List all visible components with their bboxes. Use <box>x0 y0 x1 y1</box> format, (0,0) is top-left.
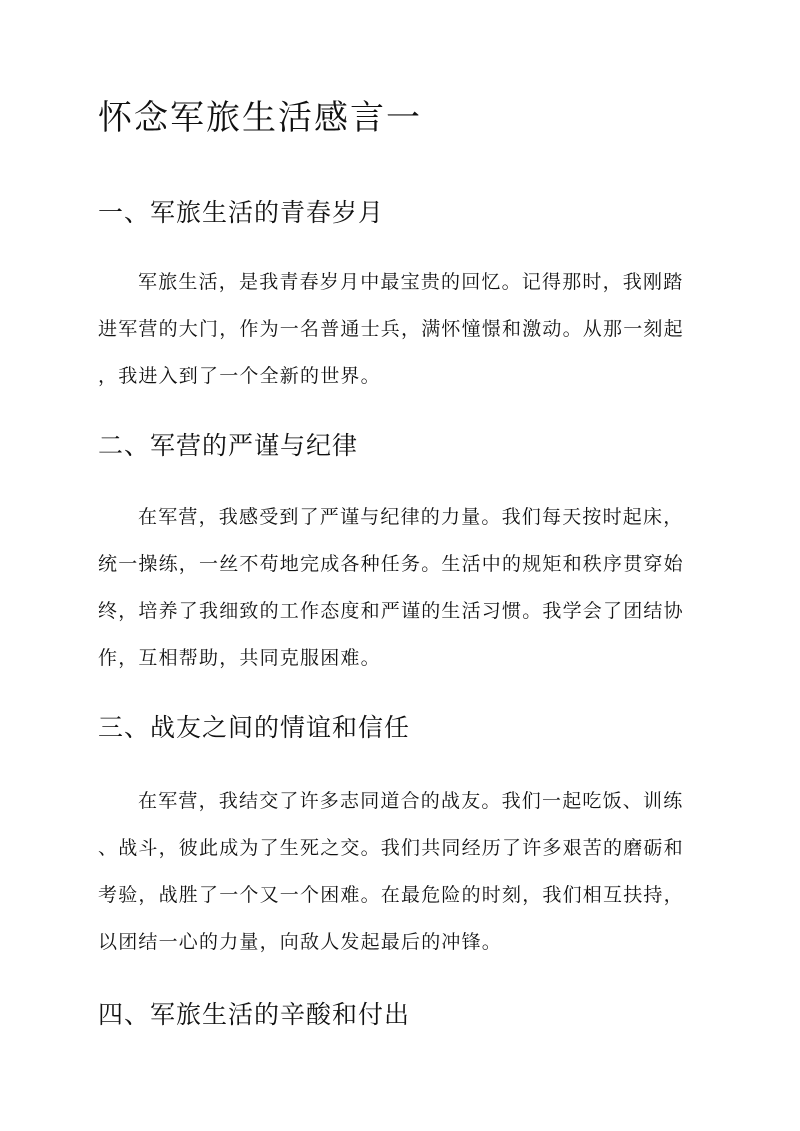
document-title: 怀念军旅生活感言一 <box>98 98 422 138</box>
paragraph-line: 终，培养了我细致的工作态度和严谨的生活习惯。我学会了团结协 <box>98 600 684 622</box>
paragraph-line: 以团结一心的力量，向敌人发起最后的冲锋。 <box>98 931 503 953</box>
section-heading-1: 一、军旅生活的青春岁月 <box>98 198 385 227</box>
section-heading-2: 二、军营的严谨与纪律 <box>98 431 359 460</box>
paragraph-line: 统一操练，一丝不苟地完成各种任务。生活中的规矩和秩序贯穿始 <box>98 553 684 575</box>
paragraph-line: 、战斗，彼此成为了生死之交。我们共同经历了许多艰苦的磨砺和 <box>98 837 684 859</box>
section-heading-4: 四、军旅生活的辛酸和付出 <box>98 1000 411 1029</box>
paragraph-line: ，我进入到了一个全新的世界。 <box>98 365 381 387</box>
paragraph-line: 进军营的大门，作为一名普通士兵，满怀憧憬和激动。从那一刻起 <box>98 318 684 340</box>
paragraph-line: 考验，战胜了一个又一个困难。在最危险的时刻，我们相互扶持， <box>98 884 684 906</box>
section-heading-3: 三、战友之间的情谊和信任 <box>98 713 411 742</box>
section-paragraph-1 <box>98 259 700 400</box>
section-paragraph-3 <box>98 778 700 966</box>
section-paragraph-2 <box>98 494 700 682</box>
paragraph-line: 在军营，我感受到了严谨与纪律的力量。我们每天按时起床， <box>138 506 684 528</box>
paragraph-line: 作，互相帮助，共同克服困难。 <box>98 647 381 669</box>
paragraph-line: 军旅生活，是我青春岁月中最宝贵的回忆。记得那时，我刚踏 <box>138 271 684 293</box>
paragraph-line: 在军营，我结交了许多志同道合的战友。我们一起吃饭、训练 <box>138 790 684 812</box>
